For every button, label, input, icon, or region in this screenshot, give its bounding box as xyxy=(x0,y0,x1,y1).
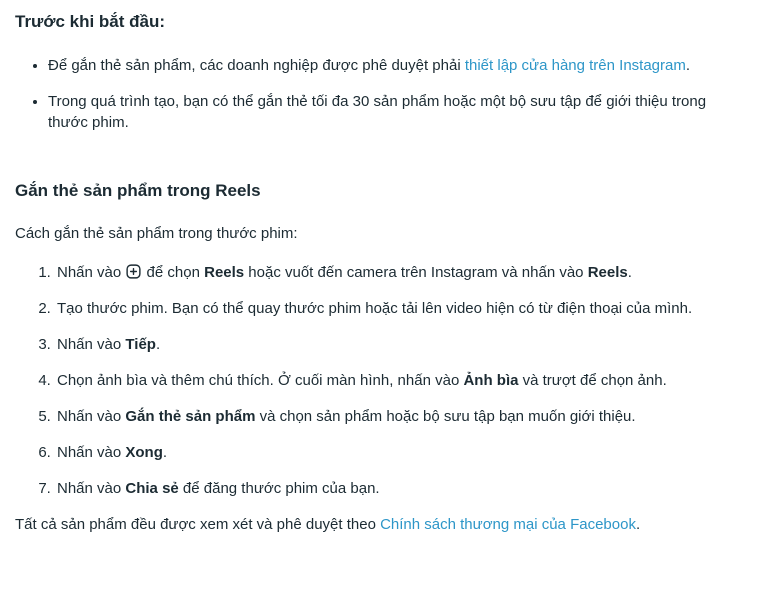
commerce-policies-link[interactable]: Chính sách thương mại của Facebook xyxy=(380,515,636,533)
step-item-7: 7. Nhấn vào Chia sẻ để đăng thước phim của bạn. xyxy=(55,478,714,499)
steps-intro: Cách gắn thẻ sản phẩm trong thước phim: xyxy=(15,224,298,242)
before-start-list xyxy=(15,55,714,133)
step-item-4: 4. Chọn ảnh bìa và thêm chú thích. Ở cuối màn hình, nhấn vào Ảnh bìa và trượt để chọn ảnh. xyxy=(55,370,714,391)
step-item-3: 3. Nhấn vào Tiếp. xyxy=(55,334,714,355)
before-start-heading: Trước khi bắt đầu: xyxy=(15,12,166,31)
bullet-item-setup-shop: • Để gắn thẻ sản phẩm, các doanh nghiệp được phê duyệt phải thiết lập cửa hàng trên Instagram. xyxy=(48,55,714,76)
step-item-2: 2. Tạo thước phim. Bạn có thể quay thước phim hoặc tải lên video hiện có từ điện thoại của mình. xyxy=(55,298,714,319)
bullet-item-tag-limit: • Trong quá trình tạo, bạn có thể gắn thẻ tối đa 30 sản phẩm hoặc một bộ sưu tập để giới thiệu trong thước phim. xyxy=(48,91,714,133)
step-item-5: 5. Nhấn vào Gắn thẻ sản phẩm và chọn sản phẩm hoặc bộ sưu tập bạn muốn giới thiệu. xyxy=(55,406,714,427)
step-item-1: 1. Nhấn vào để chọn Reels hoặc vuốt đến camera trên Instagram và nhấn vào Reels. xyxy=(55,262,714,283)
step-item-6: 6. Nhấn vào Xong. xyxy=(55,442,714,463)
steps-list xyxy=(15,262,714,499)
review-note: Tất cả sản phẩm đều được xem xét và phê duyệt theo Chính sách thương mại của Facebook. xyxy=(15,515,641,533)
create-post-plus-icon xyxy=(125,262,142,283)
setup-instagram-shop-link[interactable]: thiết lập cửa hàng trên Instagram xyxy=(464,56,686,74)
tag-products-heading: Gắn thẻ sản phẩm trong Reels xyxy=(15,180,261,200)
